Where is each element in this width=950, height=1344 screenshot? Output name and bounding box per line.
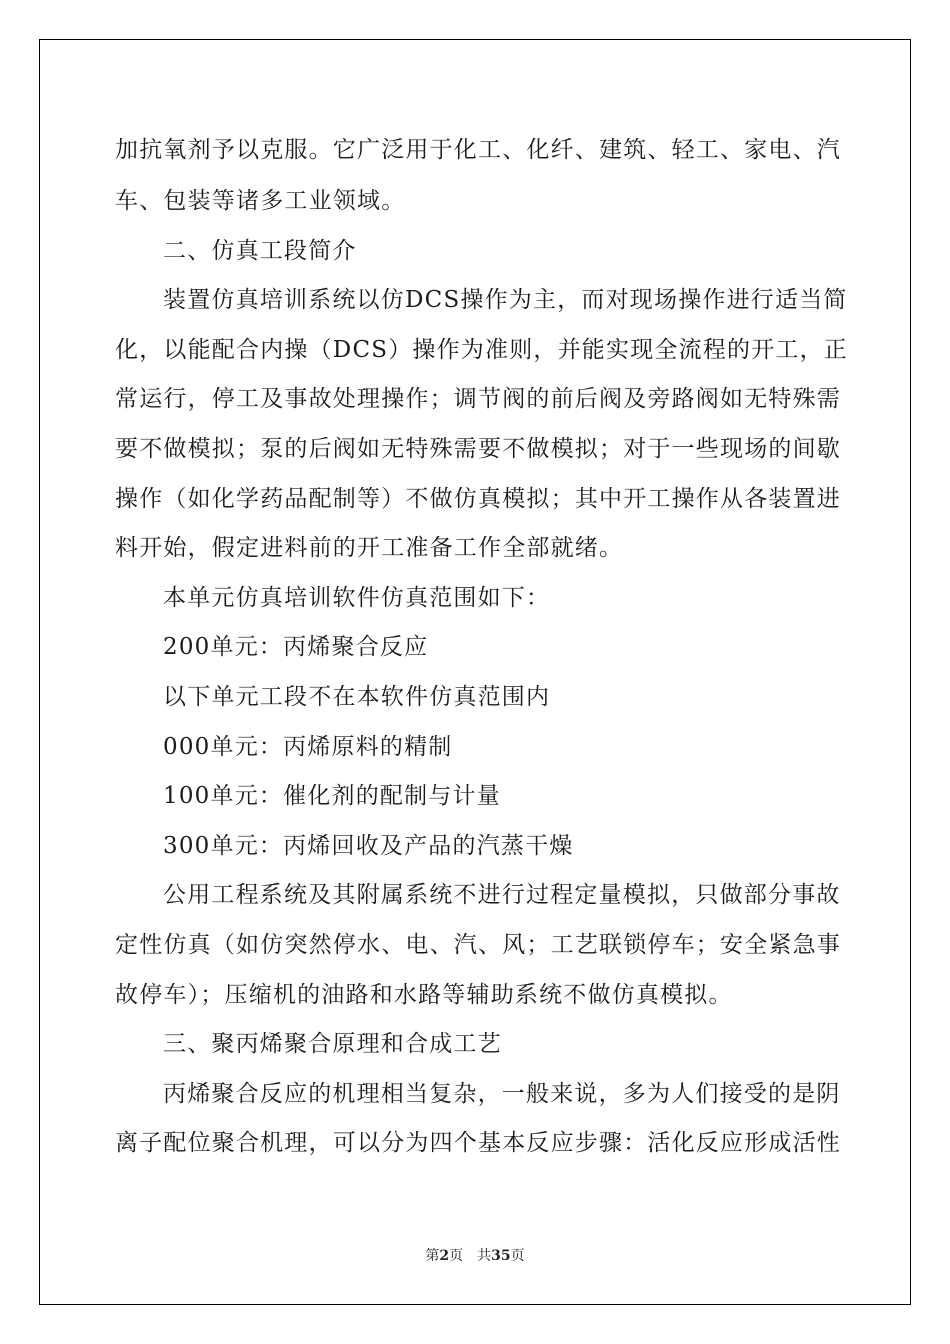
- paragraph-line: 常运行，停工及事故处理操作；调节阀的前后阀及旁路阀如无特殊需: [115, 386, 841, 412]
- page-footer: [0, 1247, 950, 1265]
- unit-line: 300单元：丙烯回收及产品的汽蒸干燥: [163, 833, 574, 859]
- paragraph-line: 本单元仿真培训软件仿真范围如下：: [163, 585, 551, 611]
- paragraph-line: 公用工程系统及其附属系统不进行过程定量模拟，只做部分事故: [163, 882, 841, 908]
- paragraph-line: 定性仿真（如仿突然停水、电、汽、风；工艺联锁停车；安全紧急事: [115, 932, 841, 958]
- section-heading: 三、聚丙烯聚合原理和合成工艺: [163, 1031, 502, 1057]
- paragraph-line: 操作（如化学药品配制等）不做仿真模拟；其中开工操作从各装置进: [115, 486, 841, 512]
- page-prefix: 第: [425, 1248, 440, 1264]
- page-suffix: 页: [449, 1248, 464, 1264]
- total-suffix: 页: [510, 1248, 525, 1264]
- paragraph-line: 要不做模拟；泵的后阀如无特殊需要不做模拟；对于一些现场的间歇: [115, 436, 841, 462]
- total-prefix: 共: [477, 1248, 492, 1264]
- paragraph-line: 化，以能配合内操（DCS）操作为准则，并能实现全流程的开工，正: [115, 337, 848, 363]
- paragraph-line: 以下单元工段不在本软件仿真范围内: [163, 684, 551, 710]
- page-number: 2: [439, 1248, 450, 1264]
- unit-line: 000单元：丙烯原料的精制: [163, 734, 453, 760]
- paragraph-line: 离子配位聚合机理，可以分为四个基本反应步骤：活化反应形成活性: [115, 1130, 841, 1156]
- unit-line: 200单元：丙烯聚合反应: [163, 634, 429, 660]
- unit-line: 100单元：催化剂的配制与计量: [163, 783, 501, 809]
- paragraph-line: 加抗氧剂予以克服。它广泛用于化工、化纤、建筑、轻工、家电、汽: [115, 137, 841, 163]
- paragraph-line: 车、包装等诸多工业领域。: [115, 188, 406, 214]
- total-pages: 35: [491, 1248, 511, 1264]
- section-heading: 二、仿真工段简介: [163, 238, 357, 264]
- paragraph-line: 丙烯聚合反应的机理相当复杂，一般来说，多为人们接受的是阴: [163, 1081, 841, 1107]
- paragraph-line: 故停车）；压缩机的油路和水路等辅助系统不做仿真模拟。: [115, 982, 733, 1008]
- paragraph-line: 装置仿真培训系统以仿DCS操作为主，而对现场操作进行适当简: [163, 287, 848, 313]
- page-border: [39, 39, 911, 1305]
- paragraph-line: 料开始，假定进料前的开工准备工作全部就绪。: [115, 535, 624, 561]
